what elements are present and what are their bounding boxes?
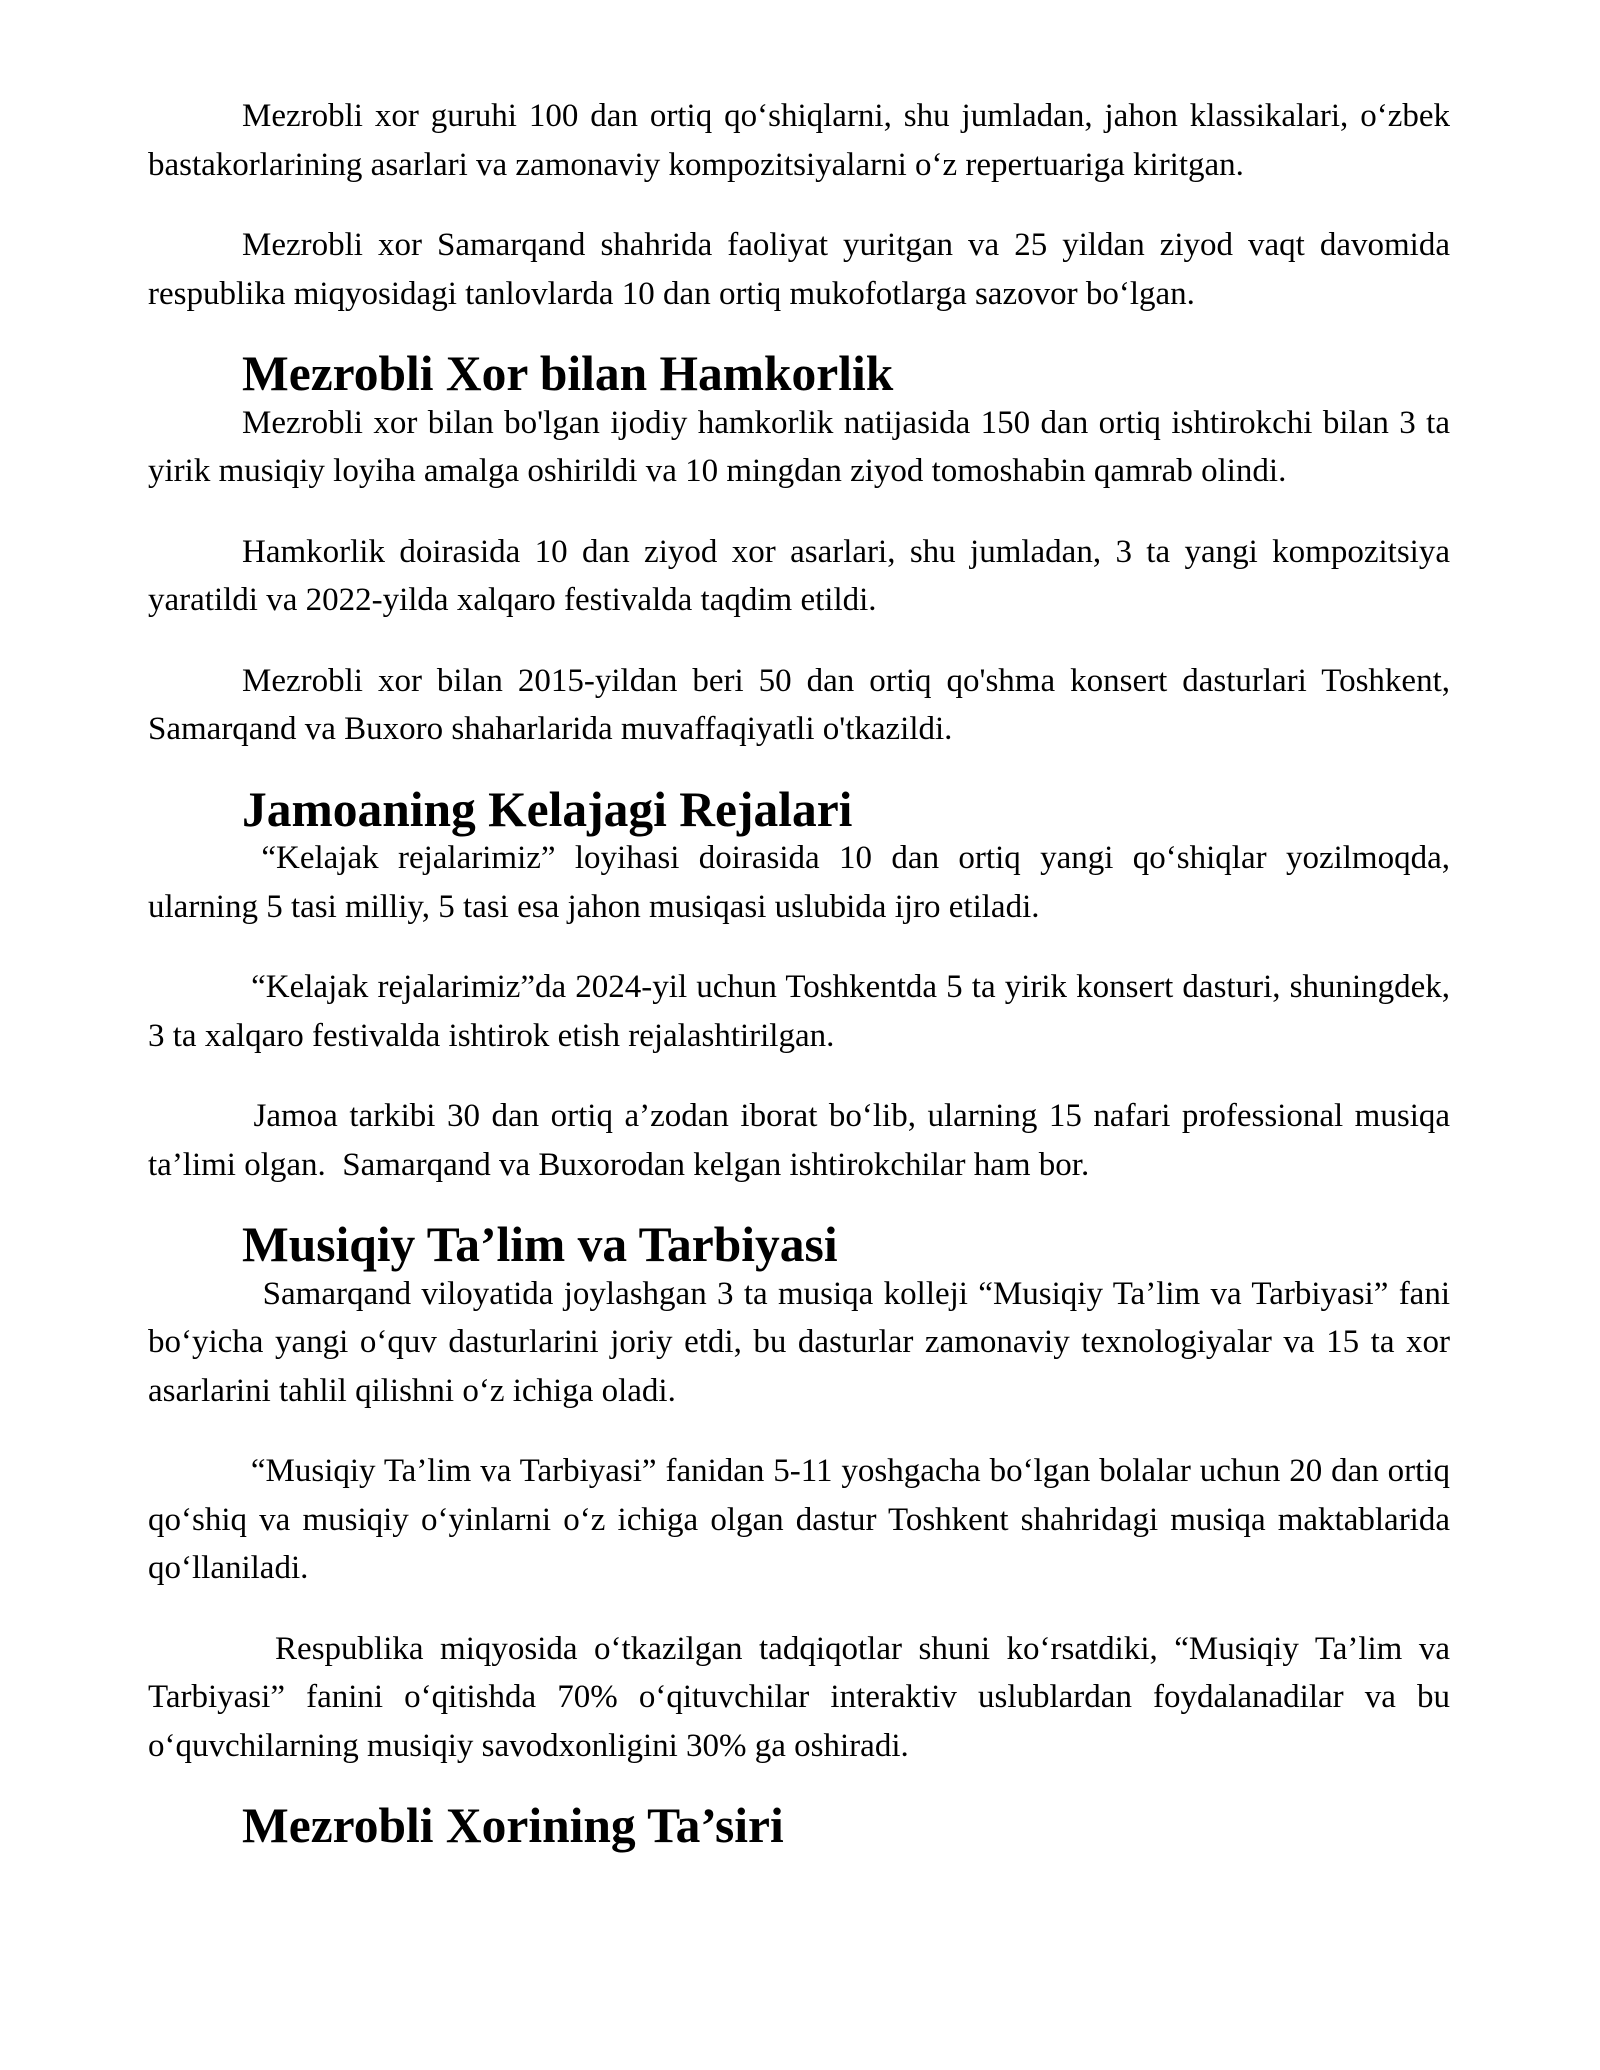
document-page [148,92,1459,1853]
intro-paragraph-1: Mezrobli xor guruhi 100 dan ortiq qo‘shiqlarni, shu jumladan, jahon klassikalari, o‘zbek bastakorlarining asarlari va zamonaviy kompozitsiyalarni o‘z repertuariga kiritgan. [148,98,1450,183]
section-paragraph: Jamoa tarkibi 30 dan ortiq a’zodan iborat bo‘lib, ularning 15 nafari professional musiqa ta’limi olgan. Samarqand va Buxorodan kelgan ishtirokchilar ham bor. [148,1098,1459,1183]
section-paragraph: Samarqand viloyatida joylashgan 3 ta musiqa kolleji “Musiqiy Ta’lim va Tarbiyasi” fani bo‘yicha yangi o‘quv dasturlarini joriy etdi, bu dasturlar zamonaviy texnologiyalar va 15 ta xor asarlarini tahlil qilishni o‘z ichiga oladi. [148,1275,1459,1409]
section-paragraph: Mezrobli xor bilan 2015-yildan beri 50 dan ortiq qo'shma konsert dasturlari Toshkent, Samarqand va Buxoro shaharlarida muvaffaqiyatli o'tkazildi. [148,662,1450,747]
section-xor-tasiri [148,1798,1450,1853]
section-musiqiy-talim [148,1217,1459,1770]
section-heading: Mezrobli Xorining Ta’siri [242,1798,784,1853]
section-paragraph: “Kelajak rejalarimiz” loyihasi doirasida 10 dan ortiq yangi qo‘shiqlar yozilmoqda, ularning 5 tasi milliy, 5 tasi esa jahon musiqasi uslubida ijro etiladi. [148,840,1459,925]
intro-paragraph-2: Mezrobli xor Samarqand shahrida faoliyat yuritgan va 25 yildan ziyod vaqt davomida respublika miqyosidagi tanlovlarda 10 dan ortiq mukofotlarga sazovor bo‘lgan. [148,227,1450,312]
section-heading: Mezrobli Xor bilan Hamkorlik [242,346,894,401]
section-paragraph: Mezrobli xor bilan bo'lgan ijodiy hamkorlik natijasida 150 dan ortiq ishtirokchi bilan 3 ta yirik musiqiy loyiha amalga oshirildi va 10 mingdan ziyod tomoshabin qamrab olindi. [148,404,1450,489]
section-kelajak-rejalari [148,781,1459,1190]
section-paragraph: Respublika miqyosida o‘tkazilgan tadqiqotlar shuni ko‘rsatdiki, “Musiqiy Ta’lim va Tarbiyasi” fanini o‘qitishda 70% o‘qituvchilar interaktiv uslublardan foydalanadilar va bu o‘quvchilarning musiqiy savodxonligini 30% ga oshiradi. [148,1630,1459,1764]
section-heading: Jamoaning Kelajagi Rejalari [242,781,853,837]
section-paragraph: Hamkorlik doirasida 10 dan ziyod xor asarlari, shu jumladan, 3 ta yangi kompozitsiya yaratildi va 2022-yilda xalqaro festivalda taqdim etildi. [148,533,1450,618]
section-paragraph: “Kelajak rejalarimiz”da 2024-yil uchun Toshkentda 5 ta yirik konsert dasturi, shuningdek, 3 ta xalqaro festivalda ishtirok etish rejalashtirilgan. [148,969,1459,1054]
section-heading: Musiqiy Ta’lim va Tarbiyasi [242,1217,838,1272]
section-hamkorlik [148,346,1450,754]
section-paragraph: “Musiqiy Ta’lim va Tarbiyasi” fanidan 5-11 yoshgacha bo‘lgan bolalar uchun 20 dan ortiq qo‘shiq va musiqiy o‘yinlarni o‘z ichiga olgan dastur Toshkent shahridagi musiqa maktablarida qo‘llaniladi. [148,1453,1459,1586]
